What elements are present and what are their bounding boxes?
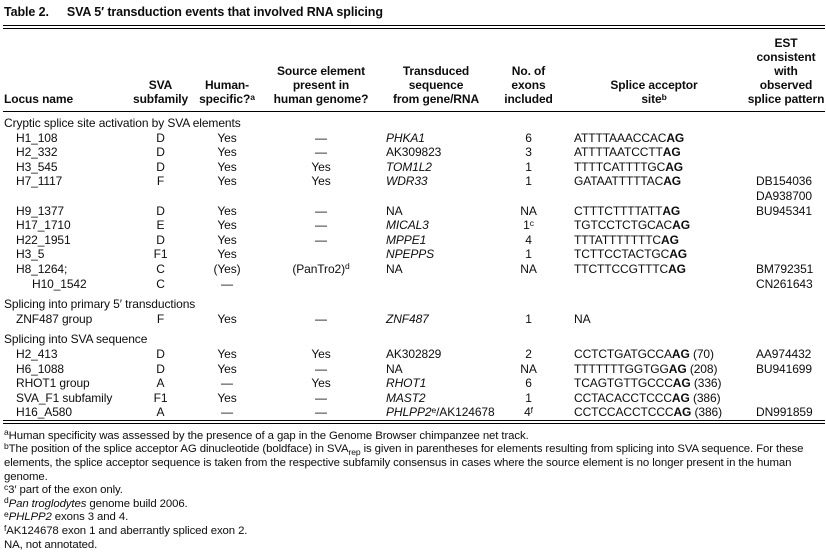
cell-locus: H7_1117	[16, 174, 63, 189]
cell-exons: 4$^f$	[524, 404, 533, 420]
cell-acceptor: TTCTTCCGTTTCAG	[574, 261, 686, 276]
column-header-acceptor: Splice acceptor site$^b$	[561, 29, 747, 112]
cell-est	[747, 376, 825, 391]
footnote: $^e$PHLPP2 exons 3 and 4.	[4, 508, 129, 524]
cell-exons: NA	[520, 261, 537, 276]
table-row	[3, 174, 825, 189]
column-header-human: Human- specific?$^a$	[188, 29, 266, 112]
table-row	[3, 160, 825, 175]
cell-acceptor: CTTTCTTTTATTAG	[574, 203, 681, 218]
cell-transduced: NA	[386, 361, 403, 376]
cell-est: BU945341	[756, 203, 812, 218]
column-header-exons: No. of exons included	[496, 29, 561, 112]
cell-locus: H2_413	[16, 346, 58, 361]
table-row	[3, 131, 825, 146]
table-row	[3, 262, 825, 277]
cell-exons: 1$^c$	[523, 217, 534, 233]
cell-subfamily: F	[156, 174, 165, 189]
cell-subfamily: D	[156, 361, 165, 376]
transduction-events-table	[3, 29, 825, 420]
cell-exons: 1	[525, 311, 532, 326]
cell-transduced: MICAL3	[386, 218, 429, 233]
cell-transduced: NA	[386, 203, 403, 218]
cell-human: Yes	[217, 346, 237, 361]
cell-subfamily: C	[156, 261, 165, 276]
cell-acceptor: CCTCCACCTCCCAG (386)	[574, 405, 723, 420]
cell-est: DA938700	[756, 188, 812, 203]
cell-acceptor: TTTTTTTGGTGGAG (208)	[574, 361, 718, 376]
cell-subfamily: F1	[153, 390, 168, 405]
table-row	[3, 362, 825, 377]
cell-human: Yes	[217, 145, 237, 160]
footnote: NA, not annotated.	[4, 538, 98, 551]
cell-transduced: PHLPP2e/AK124678	[386, 404, 495, 420]
cell-transduced: NPEPPS	[386, 247, 435, 262]
table-row	[3, 247, 825, 262]
table-row	[3, 233, 825, 248]
cell-source: —	[315, 145, 327, 160]
cell-acceptor: TCTTCCTACTGCAG	[574, 247, 688, 262]
cell-source: —	[315, 232, 327, 247]
cell-source: —	[315, 218, 327, 233]
cell-est	[747, 145, 825, 160]
cell-subfamily: A	[156, 405, 165, 420]
cell-human: Yes	[217, 361, 237, 376]
cell-locus: H3_545	[16, 159, 58, 174]
cell-est: BU941699	[756, 361, 812, 376]
cell-source: —	[315, 311, 327, 326]
cell-transduced: MPPE1	[386, 232, 427, 247]
cell-source: (PanTro2)$^d$	[292, 261, 350, 276]
cell-exons: NA	[520, 203, 537, 218]
column-header-est: EST consistent with observed splice pattern	[747, 29, 825, 112]
cell-exons: 6	[525, 130, 532, 145]
section-header: Cryptic splice site activation by SVA elements	[4, 116, 241, 130]
bottom-double-rule	[3, 420, 825, 424]
footnote: $^d$Pan troglodytes genome build 2006.	[4, 495, 188, 510]
cell-source: —	[315, 390, 327, 405]
cell-human: Yes	[217, 247, 237, 262]
table-row	[3, 189, 825, 204]
column-header-source: Source element present in human genome?	[266, 29, 376, 112]
column-header-subfamily: SVA subfamily	[133, 29, 188, 112]
cell-subfamily: F	[156, 311, 165, 326]
cell-exons: 1	[525, 159, 532, 174]
cell-human: —	[221, 405, 233, 420]
cell-locus: H1_108	[16, 130, 58, 145]
cell-exons: 1	[525, 247, 532, 262]
cell-source: —	[315, 405, 327, 420]
cell-human: Yes	[217, 203, 237, 218]
footnote: $^b$The position of the splice acceptor AG dinucleotide (boldface) in $SVA_{rep}$ is given in parentheses for elements resulting from splicing into SVA sequence. For these elements, the splice acceptor sequence is taken from the respective subfamily consensus in cases where the source element is no longer present in the human genome.	[4, 440, 804, 483]
cell-est: BM792351	[756, 261, 814, 276]
table-number-label: Table 2.	[4, 5, 49, 19]
cell-subfamily: C	[156, 276, 165, 291]
cell-subfamily: D	[156, 130, 165, 145]
cell-locus	[3, 189, 133, 204]
cell-transduced: PHKA1	[386, 130, 425, 145]
cell-transduced: AK309823	[386, 145, 442, 160]
table-row	[3, 376, 825, 391]
cell-transduced: MAST2	[386, 390, 426, 405]
cell-human: Yes	[217, 174, 237, 189]
cell-transduced	[376, 189, 496, 204]
cell-acceptor: GATAATTTTTACAG	[574, 174, 682, 189]
cell-exons: 2	[525, 346, 532, 361]
cell-acceptor: TGTCCTCTGCACAG	[574, 218, 690, 233]
cell-human	[188, 189, 266, 204]
cell-source	[266, 247, 376, 262]
cell-transduced: TOM1L2	[386, 159, 432, 174]
cell-acceptor	[561, 189, 747, 204]
cell-est	[747, 233, 825, 248]
cell-subfamily: D	[156, 203, 165, 218]
section-header: Splicing into SVA sequence	[4, 332, 148, 347]
cell-locus: H16_A580	[16, 405, 72, 420]
cell-est	[747, 247, 825, 262]
cell-transduced: AK302829	[386, 346, 442, 361]
cell-exons: NA	[520, 361, 537, 376]
cell-source: —	[315, 130, 327, 145]
cell-acceptor: ATTTTAAACCACAG	[574, 130, 685, 145]
cell-exons: 1	[525, 390, 532, 405]
cell-subfamily: D	[156, 159, 165, 174]
cell-acceptor: NA	[574, 311, 591, 326]
cell-acceptor	[561, 277, 747, 292]
cell-subfamily: F1	[153, 247, 168, 262]
cell-human: Yes	[217, 218, 237, 233]
cell-est	[747, 312, 825, 327]
cell-human: Yes	[217, 390, 237, 405]
cell-locus: H9_1377	[16, 203, 65, 218]
cell-locus: H2_332	[16, 145, 58, 160]
cell-source: Yes	[311, 174, 331, 189]
section-header-row	[3, 326, 825, 347]
cell-transduced: RHOT1	[386, 376, 427, 391]
cell-est: AA974432	[756, 346, 812, 361]
cell-human: —	[221, 376, 233, 391]
cell-acceptor: ATTTTAATCCTTAG	[574, 145, 681, 160]
cell-acceptor: TCAGTGTTGCCCAG (336)	[574, 376, 722, 391]
section-header-row	[3, 291, 825, 312]
cell-source	[266, 277, 376, 292]
cell-est	[747, 131, 825, 146]
cell-acceptor: TTTTCATTTTGCAG	[574, 159, 684, 174]
table-header	[3, 29, 825, 112]
cell-exons	[496, 277, 561, 292]
footnotes	[3, 427, 825, 552]
cell-locus: ZNF487 group	[16, 311, 93, 326]
cell-human: Yes	[217, 159, 237, 174]
cell-locus: H22_1951	[16, 232, 71, 247]
cell-est	[747, 160, 825, 175]
cell-source	[266, 189, 376, 204]
cell-exons	[496, 189, 561, 204]
table-row	[3, 204, 825, 219]
cell-transduced: ZNF487	[386, 311, 429, 326]
footnote: $^c$3′ part of the exon only.	[4, 481, 123, 497]
cell-source: Yes	[311, 376, 331, 391]
cell-locus: H10_1542	[32, 276, 87, 291]
cell-subfamily: D	[156, 232, 165, 247]
column-header-locus: Locus name	[3, 29, 133, 112]
table-row	[3, 405, 825, 420]
cell-transduced	[376, 277, 496, 292]
cell-subfamily: D	[156, 145, 165, 160]
cell-exons: 1	[525, 174, 532, 189]
cell-transduced: WDR33	[386, 174, 428, 189]
cell-locus: H3_5	[16, 247, 45, 262]
cell-exons: 4	[525, 232, 532, 247]
cell-est: DB154036	[756, 174, 812, 189]
table-row	[3, 145, 825, 160]
cell-subfamily: D	[156, 346, 165, 361]
cell-transduced: NA	[386, 261, 403, 276]
cell-acceptor: CCTCTGATGCCAAG (70)	[574, 346, 714, 361]
footnote: $^f$AK124678 exon 1 and aberrantly spliced exon 2.	[4, 522, 248, 538]
cell-source: Yes	[311, 346, 331, 361]
cell-est	[747, 391, 825, 406]
cell-exons: 3	[525, 145, 532, 160]
cell-human: (Yes)	[213, 261, 241, 276]
cell-est: DN991859	[756, 405, 813, 420]
section-header: Splicing into primary 5′ transductions	[4, 297, 196, 312]
section-header-row	[3, 112, 825, 131]
cell-subfamily: E	[156, 218, 165, 233]
cell-source: —	[315, 361, 327, 376]
table-title: SVA 5′ transduction events that involved RNA splicing	[66, 5, 383, 19]
table-row	[3, 312, 825, 327]
cell-human: Yes	[217, 130, 237, 145]
cell-human: —	[221, 276, 233, 291]
cell-locus: H17_1710	[16, 218, 71, 233]
cell-locus: RHOT1 group	[16, 376, 90, 391]
cell-human: Yes	[217, 232, 237, 247]
cell-exons: 6	[525, 376, 532, 391]
cell-subfamily: A	[156, 376, 165, 391]
column-header-transduced: Transduced sequence from gene/RNA	[376, 29, 496, 112]
cell-locus: SVA_F1 subfamily	[16, 390, 113, 405]
table-row	[3, 347, 825, 362]
table-row	[3, 218, 825, 233]
cell-acceptor: TTTATTTTTTTCAG	[574, 232, 679, 247]
cell-est	[747, 218, 825, 233]
table-body	[3, 112, 825, 420]
table-caption	[3, 2, 825, 25]
cell-source: —	[315, 203, 327, 218]
cell-human: Yes	[217, 311, 237, 326]
cell-source: Yes	[311, 159, 331, 174]
cell-acceptor: CCTACACCTCCCAG (386)	[574, 390, 721, 405]
table-row	[3, 391, 825, 406]
cell-locus: H6_1088	[16, 361, 65, 376]
cell-locus: H8_1264;	[16, 261, 68, 276]
cell-est: CN261643	[756, 276, 813, 291]
cell-subfamily	[133, 189, 188, 204]
footnote: $^a$Human specificity was assessed by the presence of a gap in the Genome Browser chimpanzee net track.	[4, 427, 529, 442]
table-row	[3, 277, 825, 292]
